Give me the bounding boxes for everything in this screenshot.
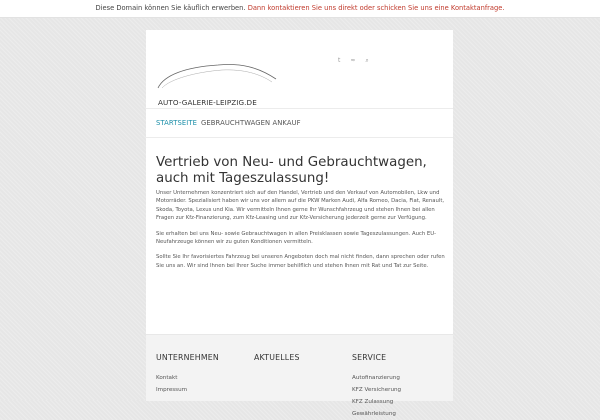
rss-icon[interactable]: ≈ — [350, 57, 356, 64]
paragraph: Sollte Sie Ihr favorisiertes Fahrzeug bei unseren Angeboten doch mal nicht finden, dann sprechen oder rufen Sie uns an. Wir sind Ihnen bei Ihrer Suche immer behilflich und stehen Ihnen mit Rat und Tat zur Seite. — [156, 254, 445, 269]
footer-link-kfz-versicherung[interactable]: KFZ Versicherung — [352, 387, 402, 393]
twitter-icon[interactable]: t — [338, 57, 341, 64]
footer-heading: AKTUELLES — [254, 353, 300, 362]
social-icons — [338, 57, 369, 65]
footer-link-kfz-zulassung[interactable]: KFZ Zulassung — [352, 399, 394, 405]
footer-column-unternehmen — [156, 353, 219, 396]
footer-heading: SERVICE — [352, 353, 387, 362]
site-logo[interactable] — [156, 55, 286, 107]
page-container — [146, 30, 453, 417]
footer — [146, 334, 453, 417]
footer-column-aktuelles — [254, 353, 300, 372]
search-icon[interactable]: ⌕ — [365, 57, 369, 64]
nav-item-gebrauchtwagen-ankauf[interactable]: GEBRAUCHTWAGEN ANKAUF — [201, 119, 301, 127]
contact-request-link[interactable]: Dann kontaktieren Sie uns direkt oder schicken Sie uns eine Kontaktanfrage. — [247, 4, 505, 12]
main-content — [156, 189, 446, 277]
paragraph: Sie erhalten bei uns Neu- sowie Gebrauchtwagen in allen Preisklassen sowie Tageszulassungen. Auch EU-Neufahrzeuge können wir zu guten Konditionen vermitteln. — [156, 230, 437, 246]
footer-link-gewaehrleistung[interactable]: Gewährleistung — [352, 411, 396, 417]
page-title: Vertrieb von Neu- und Gebrauchtwagen, auch mit Tageszulassung! — [156, 155, 427, 186]
domain-sale-notice — [0, 0, 600, 18]
paragraph: Unser Unternehmen konzentriert sich auf den Handel, Vertrieb und den Verkauf von Automobilen, Lkw und Motorräder. Spezialisiert haben wir uns vor allem auf die PKW Marken Audi, Alfa Romeo, Dacia, Fiat, Renault, Skoda, Toyota, Lexus und Kia. Wir vermitteln Ihnen gerne Ihr Wunschfahrzeug und stehen Ihnen bei allen Fragen zur Kfz-Finanzierung, zum Kfz-Leasing und zur Kfz-Versicherung jederzeit gerne zur Verfügung. — [156, 190, 445, 222]
footer-link-impressum[interactable]: Impressum — [156, 387, 188, 393]
footer-link-autofinanzierung[interactable]: Autofinanzierung — [352, 375, 400, 381]
main-navigation — [146, 108, 453, 138]
logo-text: AUTO-GALERIE-LEIPZIG.DE — [158, 98, 257, 107]
car-silhouette-logo-icon — [156, 55, 286, 89]
nav-item-startseite[interactable]: STARTSEITE — [156, 119, 198, 127]
footer-link-kontakt[interactable]: Kontakt — [156, 375, 178, 381]
notice-text: Diese Domain können Sie käuflich erwerben. — [95, 4, 246, 12]
footer-heading: UNTERNEHMEN — [156, 353, 219, 362]
footer-column-service — [352, 353, 401, 420]
